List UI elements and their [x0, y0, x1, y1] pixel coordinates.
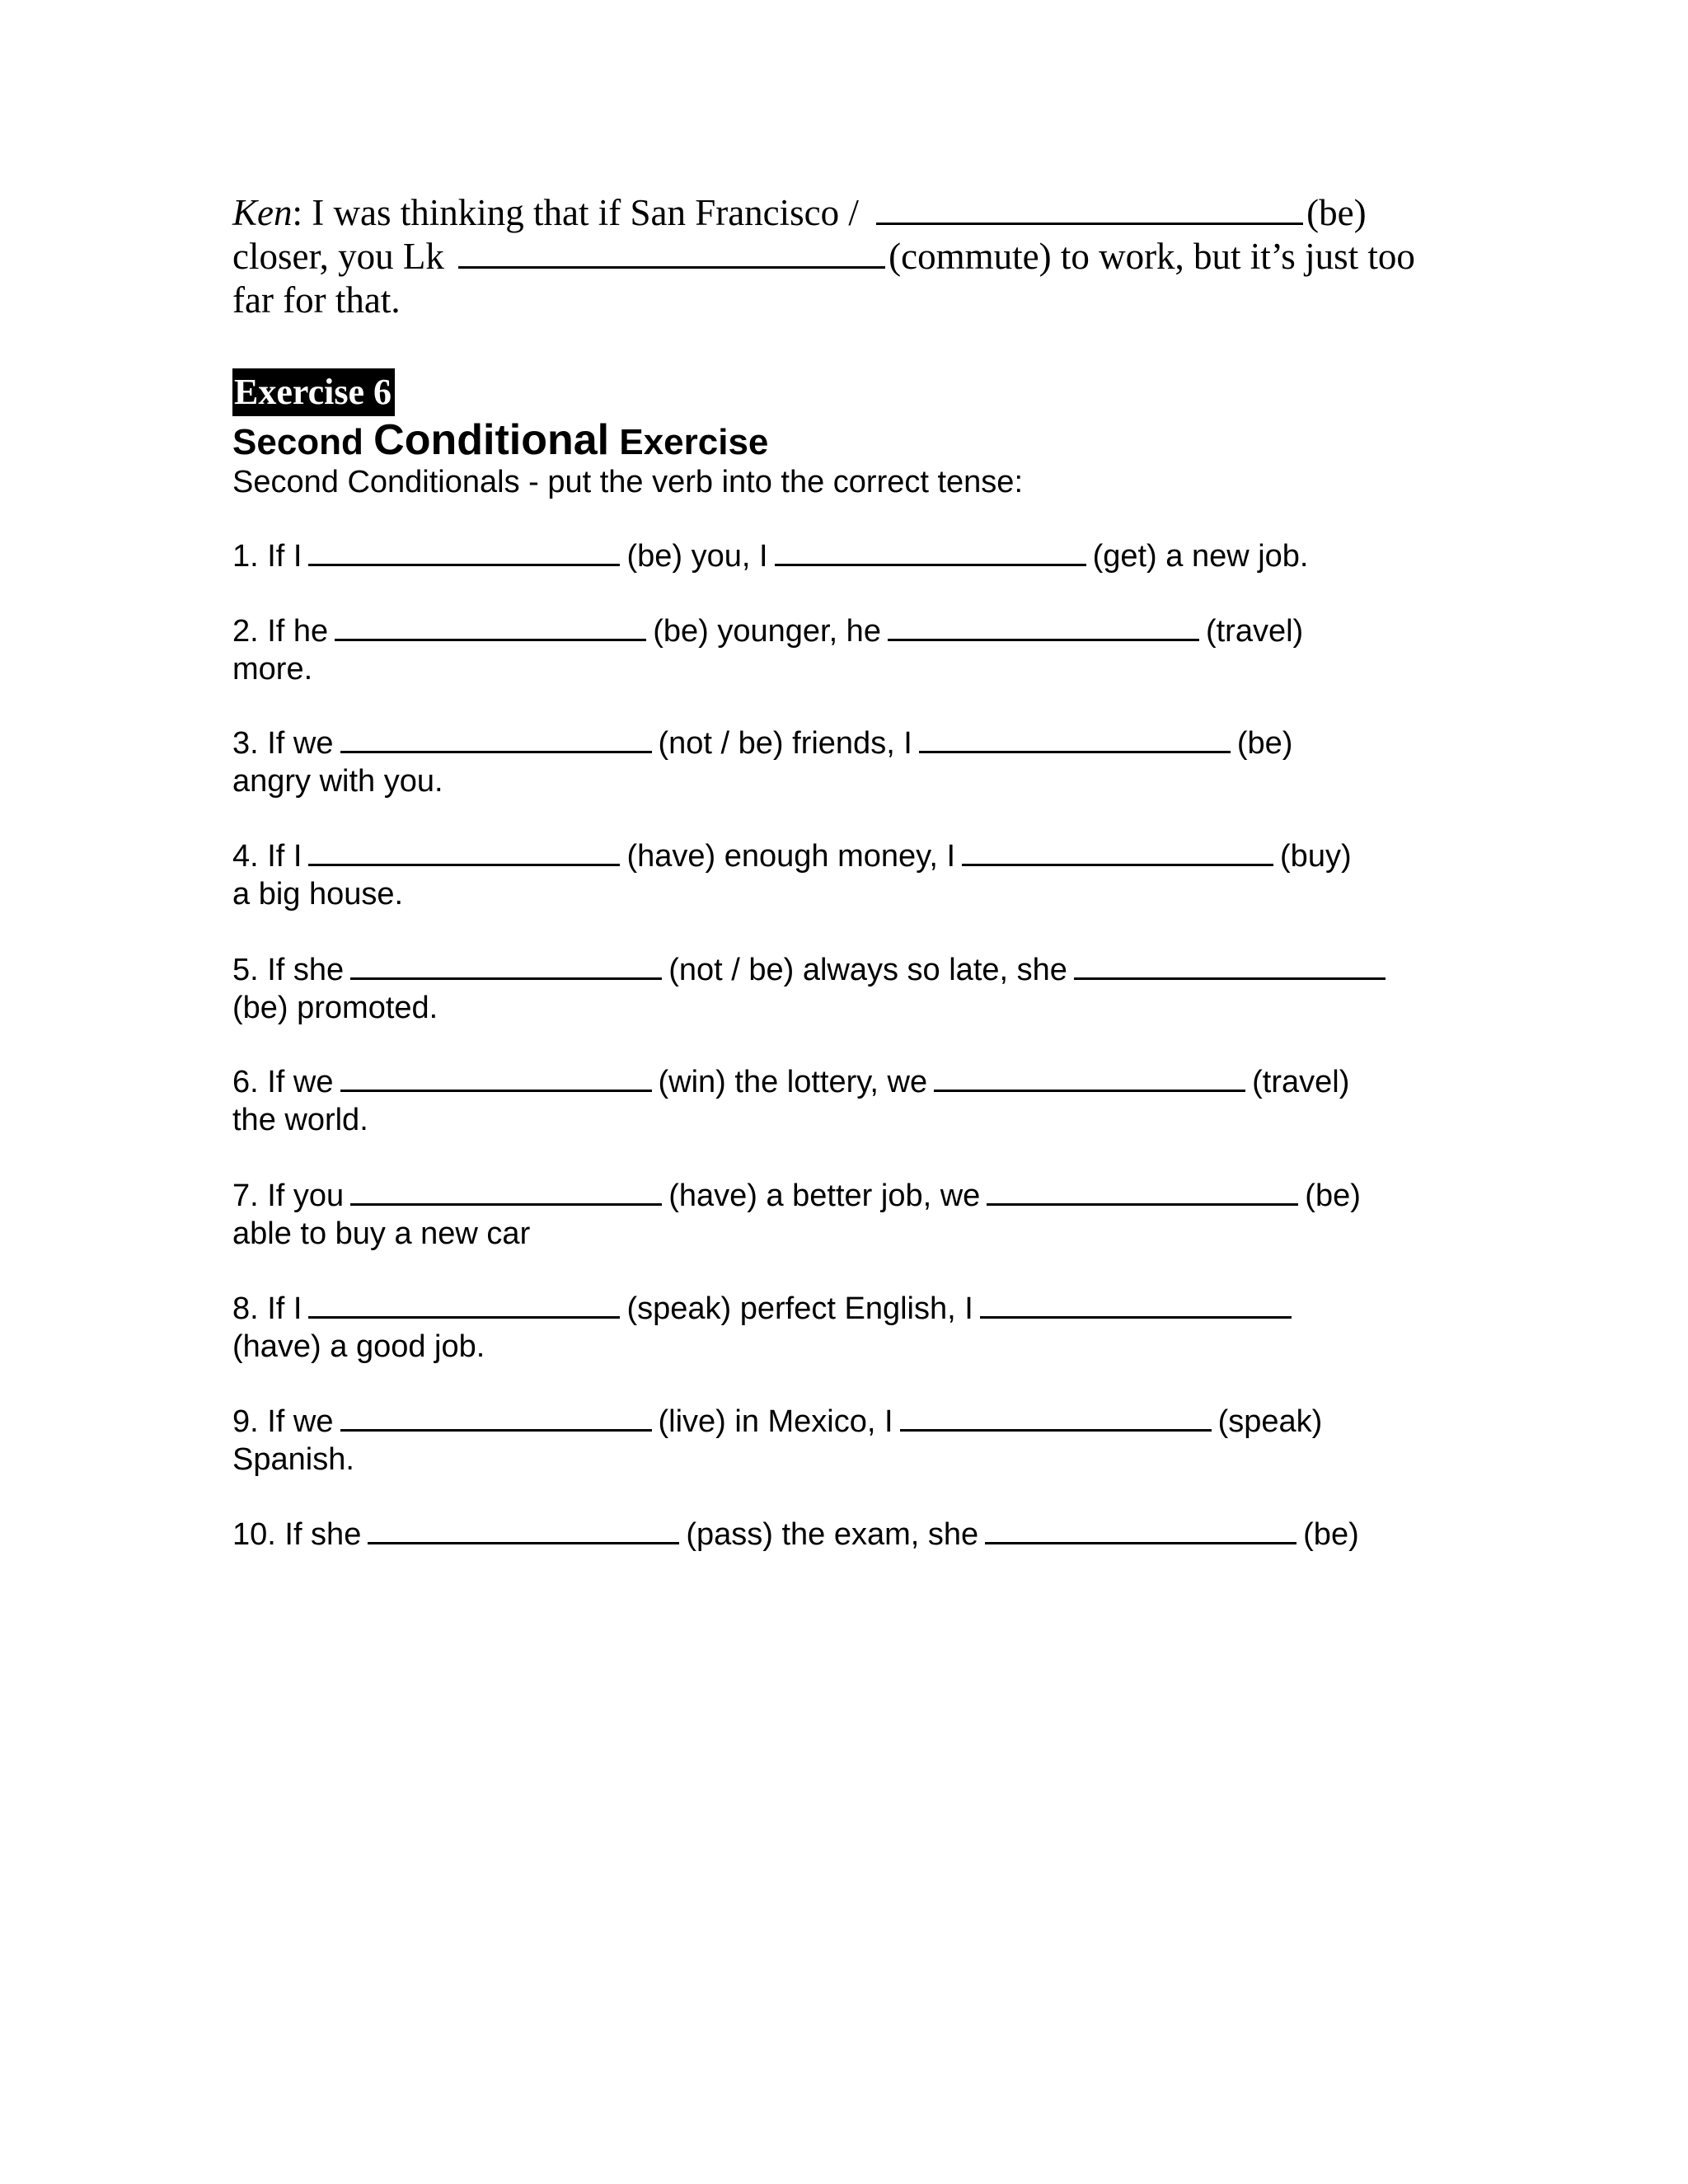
exercise-item: [232, 724, 1292, 800]
item-suffix: (be): [1305, 1179, 1361, 1213]
item-prefix: 4. If I: [232, 839, 302, 874]
answer-blank[interactable]: [308, 839, 620, 866]
item-continuation: (have) a good job.: [232, 1329, 485, 1364]
answer-blank[interactable]: [934, 1065, 1245, 1092]
answer-blank[interactable]: [1074, 953, 1386, 980]
exercise-item: [232, 537, 1308, 575]
ken-line-1-text: : I was thinking that if San Francisco /: [292, 192, 859, 233]
answer-blank[interactable]: [368, 1517, 679, 1544]
item-continuation: Spanish.: [232, 1442, 354, 1477]
item-middle: (speak) perfect English, I: [626, 1291, 973, 1326]
answer-blank[interactable]: [335, 614, 646, 641]
item-prefix: 3. If we: [232, 726, 334, 761]
title-part: Second: [232, 422, 363, 462]
exercise-badge: Exercise 6: [232, 368, 395, 416]
answer-blank[interactable]: [350, 953, 662, 980]
item-prefix: 7. If you: [232, 1179, 345, 1213]
exercise-title: [232, 415, 768, 467]
exercise-item: [232, 612, 1303, 688]
item-prefix: 6. If we: [232, 1065, 334, 1099]
answer-blank[interactable]: [900, 1404, 1212, 1432]
item-continuation: angry with you.: [232, 764, 443, 799]
item-prefix: 5. If she: [232, 953, 345, 987]
item-middle: (not / be) always so late, she: [668, 953, 1067, 987]
answer-blank[interactable]: [919, 726, 1231, 753]
item-middle: (have) enough money, I: [626, 839, 956, 874]
speaker-name: Ken: [232, 192, 293, 233]
item-suffix: (be): [1303, 1517, 1359, 1552]
item-middle: (be) you, I: [626, 539, 768, 574]
ken-line-1-hint: (be): [1306, 192, 1367, 233]
answer-blank[interactable]: [350, 1179, 662, 1206]
exercise-item: [232, 1403, 1322, 1479]
item-continuation: (be) promoted.: [232, 991, 438, 1025]
item-middle: (have) a better job, we: [668, 1179, 981, 1213]
item-prefix: 8. If I: [232, 1291, 302, 1326]
item-suffix: (travel): [1252, 1065, 1350, 1099]
ken-line-1: [232, 191, 1469, 235]
answer-blank[interactable]: [458, 237, 885, 269]
exercise-instructions: Second Conditionals - put the verb into the correct tense:: [232, 465, 1023, 499]
exercise-item: [232, 1290, 1298, 1366]
item-prefix: 1. If I: [232, 539, 302, 574]
exercise-item: [232, 1177, 1361, 1253]
ken-line-2-text: closer, you Lk: [232, 236, 444, 277]
exercise-item: [232, 1063, 1349, 1139]
ken-line-2-hint: (commute) to work, but it’s just too: [889, 236, 1415, 277]
answer-blank[interactable]: [340, 726, 652, 753]
item-middle: (live) in Mexico, I: [658, 1404, 893, 1439]
answer-blank[interactable]: [775, 539, 1086, 566]
exercise-item: [232, 1516, 1359, 1554]
answer-blank[interactable]: [962, 839, 1273, 866]
ken-dialogue: [232, 191, 1469, 322]
answer-blank[interactable]: [987, 1179, 1298, 1206]
ken-line-2: [232, 235, 1469, 279]
item-middle: (pass) the exam, she: [686, 1517, 979, 1552]
item-suffix: (travel): [1205, 614, 1304, 649]
answer-blank[interactable]: [888, 614, 1199, 641]
item-middle: (not / be) friends, I: [658, 726, 912, 761]
title-part: Exercise: [619, 422, 769, 462]
answer-blank[interactable]: [340, 1404, 652, 1432]
item-suffix: (buy): [1280, 839, 1352, 874]
answer-blank[interactable]: [980, 1291, 1292, 1319]
item-continuation: the world.: [232, 1103, 368, 1137]
item-prefix: 9. If we: [232, 1404, 334, 1439]
answer-blank[interactable]: [308, 539, 620, 566]
item-suffix: (get) a new job.: [1092, 539, 1309, 574]
item-continuation: able to buy a new car: [232, 1216, 531, 1251]
ken-line-3: far for that.: [232, 279, 401, 321]
item-suffix: (speak): [1217, 1404, 1323, 1439]
answer-blank[interactable]: [340, 1065, 652, 1092]
item-continuation: more.: [232, 652, 313, 687]
item-prefix: 10. If she: [232, 1517, 362, 1552]
answer-blank[interactable]: [876, 193, 1303, 225]
title-part: Conditional: [373, 416, 610, 464]
exercise-item: [232, 837, 1352, 913]
item-continuation: a big house.: [232, 877, 404, 912]
item-middle: (be) younger, he: [653, 614, 881, 649]
answer-blank[interactable]: [308, 1291, 620, 1319]
item-prefix: 2. If he: [232, 614, 329, 649]
item-suffix: (be): [1236, 726, 1293, 761]
answer-blank[interactable]: [985, 1517, 1296, 1544]
exercise-item: [232, 951, 1392, 1027]
item-middle: (win) the lottery, we: [658, 1065, 928, 1099]
